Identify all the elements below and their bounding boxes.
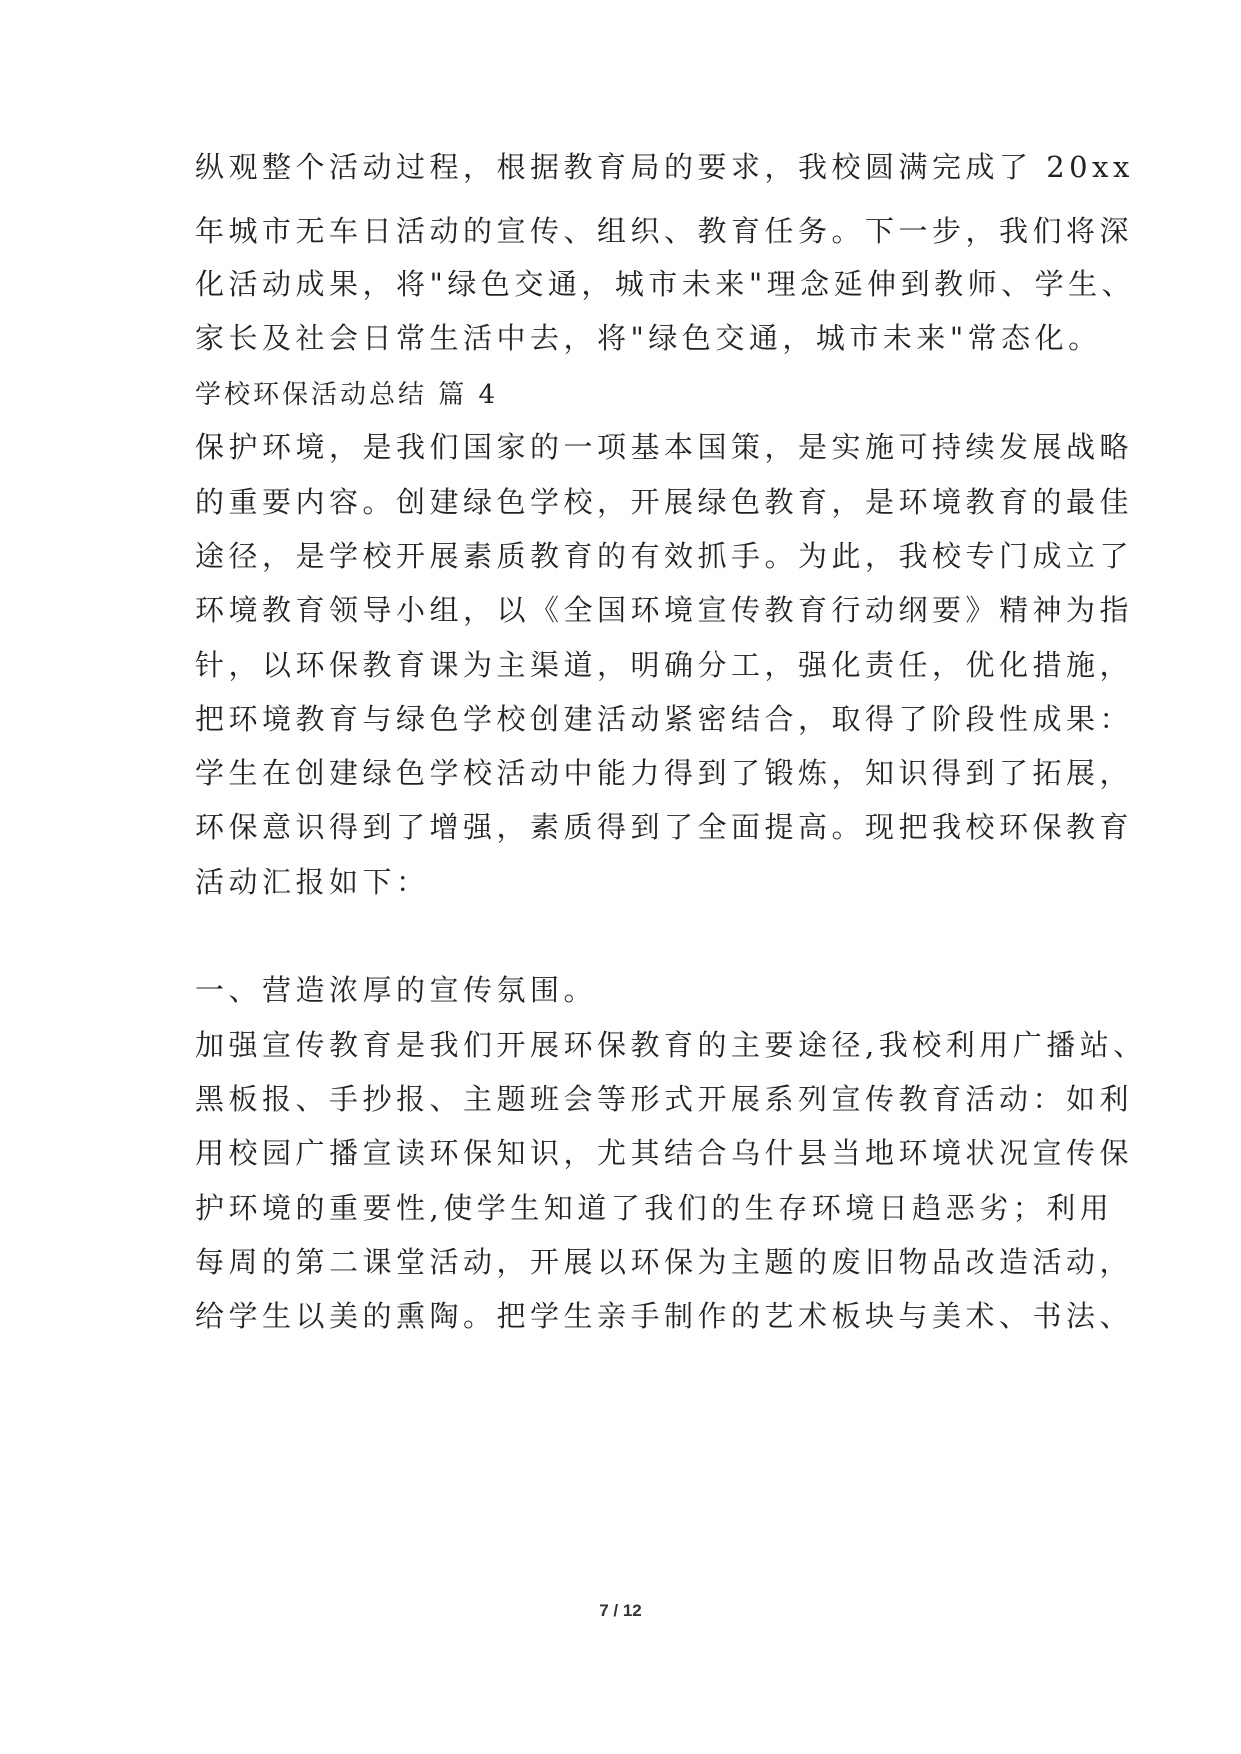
paragraph-line: 化活动成果，将"绿色交通，城市未来"理念延伸到教师、学生、 — [195, 267, 1136, 301]
section-heading: 学校环保活动总结 篇 4 — [195, 380, 499, 410]
paragraph-line: 活动汇报如下： — [195, 865, 430, 899]
paragraph-line: 环境教育领导小组，以《全国环境宣传教育行动纲要》精神为指 — [195, 593, 1134, 627]
paragraph-line: 每周的第二课堂活动，开展以环保为主题的废旧物品改造活动， — [195, 1245, 1134, 1279]
paragraph-line: 黑板报、手抄报、主题班会等形式开展系列宣传教育活动：如利 — [195, 1082, 1134, 1116]
paragraph-line: 家长及社会日常生活中去，将"绿色交通，城市未来"常态化。 — [195, 321, 1102, 355]
paragraph-line: 的重要内容。创建绿色学校，开展绿色教育，是环境教育的最佳 — [195, 485, 1134, 519]
paragraph-line: 途径，是学校开展素质教育的有效抓手。为此，我校专门成立了 — [195, 539, 1134, 573]
paragraph-line: 保护环境，是我们国家的一项基本国策，是实施可持续发展战略 — [195, 430, 1134, 464]
paragraph-line: 针，以环保教育课为主渠道，明确分工，强化责任，优化措施， — [195, 648, 1134, 682]
page-number: 7 / 12 — [599, 1601, 642, 1620]
paragraph-line: 加强宣传教育是我们开展环保教育的主要途径,我校利用广播站、 — [195, 1028, 1147, 1062]
paragraph-line: 把环境教育与绿色学校创建活动紧密结合，取得了阶段性成果： — [195, 702, 1134, 736]
paragraph-line: 给学生以美的熏陶。把学生亲手制作的艺术板块与美术、书法、 — [195, 1299, 1134, 1333]
paragraph-line: 学生在创建绿色学校活动中能力得到了锻炼，知识得到了拓展， — [195, 756, 1134, 790]
paragraph-line: 环保意识得到了增强，素质得到了全面提高。现把我校环保教育 — [195, 810, 1134, 844]
paragraph-line: 纵观整个活动过程，根据教育局的要求，我校圆满完成了 20xx — [195, 150, 1134, 184]
paragraph-line: 护环境的重要性,使学生知道了我们的生存环境日趋恶劣；利用 — [195, 1191, 1114, 1225]
paragraph-line: 用校园广播宣读环保知识，尤其结合乌什县当地环境状况宣传保 — [195, 1136, 1134, 1170]
paragraph-line: 年城市无车日活动的宣传、组织、教育任务。下一步，我们将深 — [195, 214, 1134, 248]
subheading: 一、营造浓厚的宣传氛围。 — [195, 973, 598, 1007]
